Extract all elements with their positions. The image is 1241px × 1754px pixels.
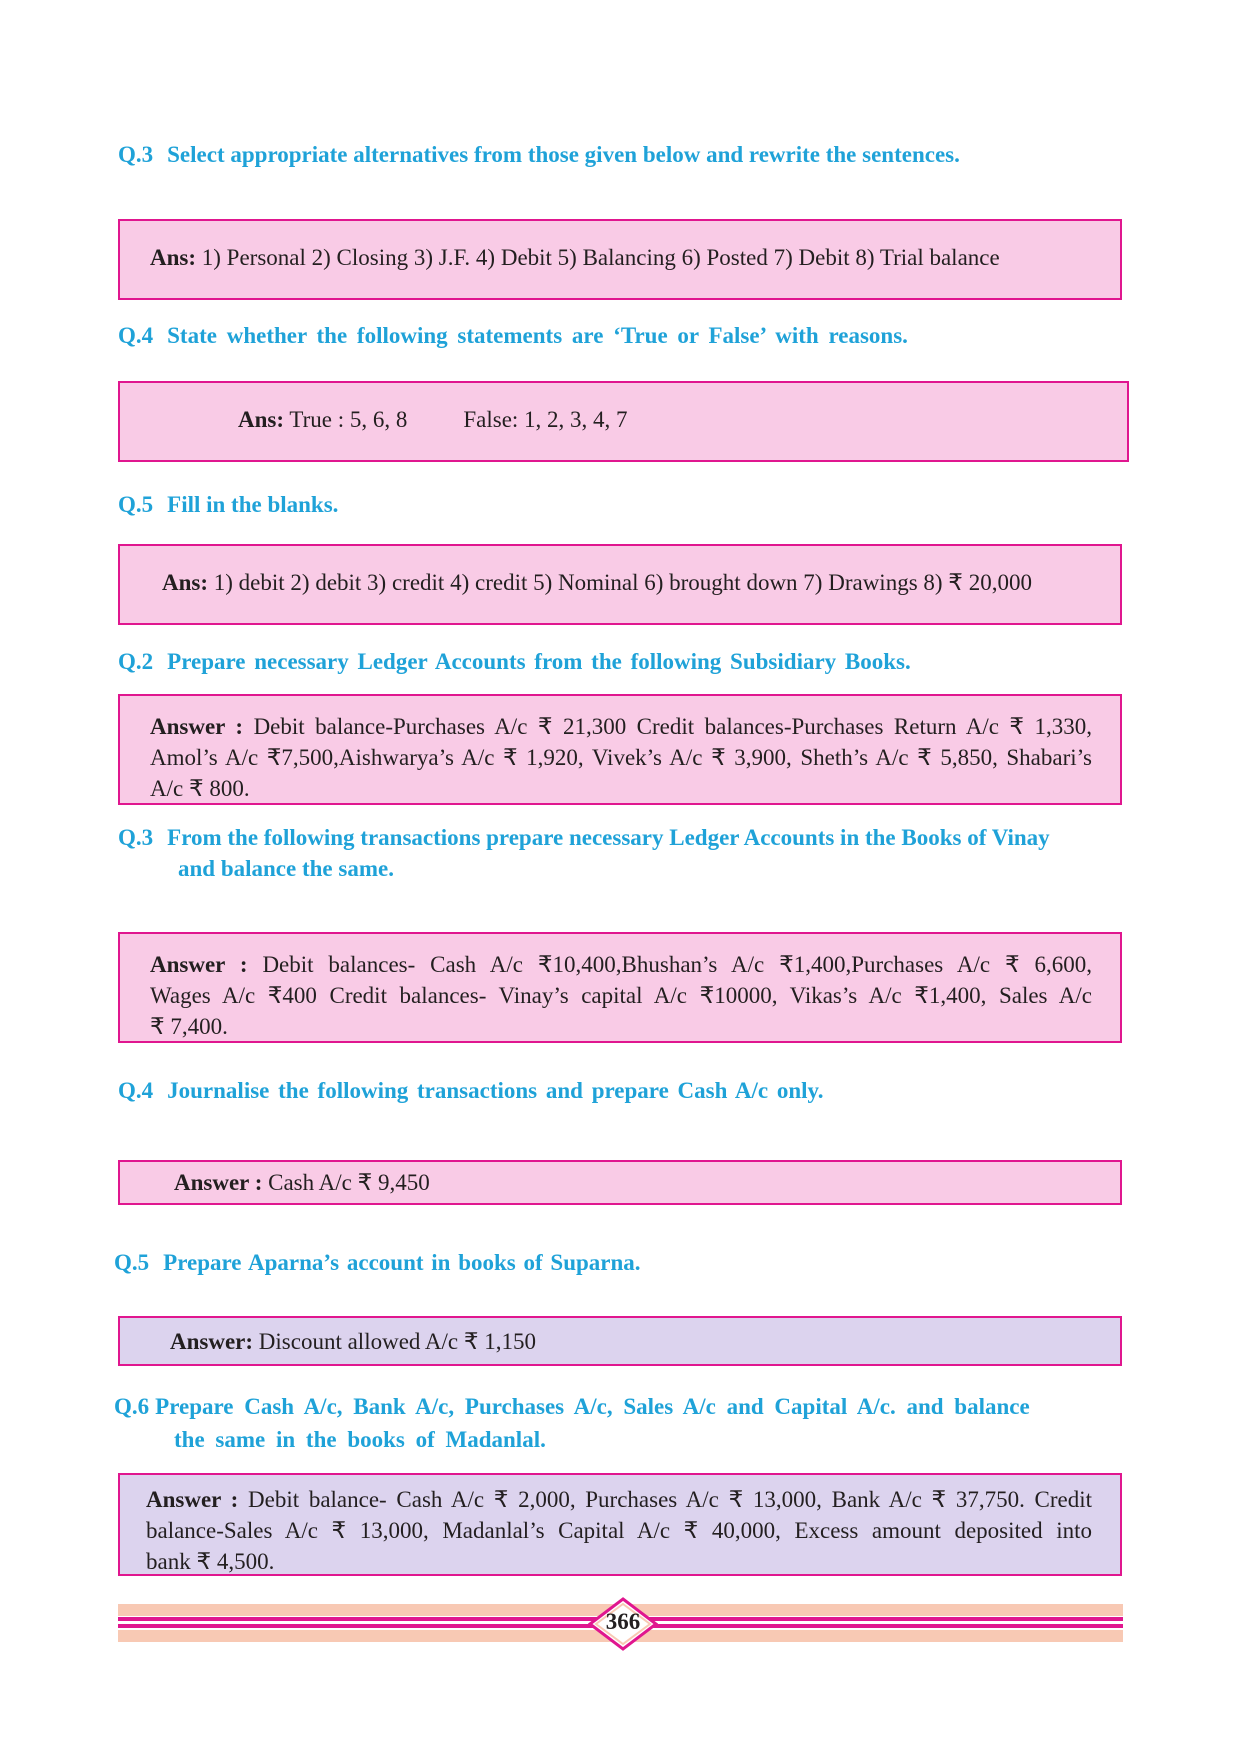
answer-text: Cash A/c ₹ 9,450 [268, 1170, 430, 1195]
answer-box [118, 1473, 1122, 1576]
question-text: Prepare Aparna’s account in books of Suparna. [163, 1250, 641, 1275]
answer-line: Wages A/c ₹400 Credit balances- Vinay’s capital A/c ₹10000, Vikas’s A/c ₹1,400, Sales A/c [150, 983, 1092, 1008]
answer-label: Answer : [150, 714, 244, 739]
question-number: Q.5 [118, 492, 154, 517]
answer-label: Answer : [150, 952, 248, 977]
answer-box [118, 1160, 1122, 1205]
answer-text: Discount allowed A/c ₹ 1,150 [258, 1329, 536, 1354]
question-number: Q.3 [118, 825, 154, 850]
question-text: Prepare necessary Ledger Accounts from the following Subsidiary Books. [167, 649, 911, 674]
answer-line: A/c ₹ 800. [150, 776, 250, 801]
answer-text: 1) Personal 2) Closing 3) J.F. 4) Debit 5) Balancing 6) Posted 7) Debit 8) Trial balance [201, 245, 1000, 270]
answer-line: Debit balances- Cash A/c ₹10,400,Bhushan’s A/c ₹1,400,Purchases A/c ₹ 6,600, [262, 952, 1092, 977]
answer-line: Amol’s A/c ₹7,500,Aishwarya’s A/c ₹ 1,920, Vivek’s A/c ₹ 3,900, Sheth’s A/c ₹ 5,850, Shabari’s [150, 745, 1092, 770]
question-heading [118, 646, 911, 677]
answer-line: balance-Sales A/c ₹ 13,000, Madanlal’s Capital A/c ₹ 40,000, Excess amount deposited into [146, 1518, 1092, 1543]
page-number-badge [588, 1597, 658, 1651]
question-heading [118, 139, 960, 170]
question-text: From the following transactions prepare necessary Ledger Accounts in the Books of Vinay [167, 825, 1050, 850]
question-heading [118, 1075, 824, 1106]
question-number: Q.5 [114, 1250, 150, 1275]
question-heading [114, 1247, 641, 1278]
question-number: Q.4 [118, 323, 154, 348]
question-text: State whether the following statements are ‘True or False’ with reasons. [167, 323, 908, 348]
answer-box [118, 219, 1122, 300]
answer-label: Answer : [174, 1170, 263, 1195]
answer-box [118, 381, 1129, 462]
answer-text: 1) debit 2) debit 3) credit 4) credit 5) Nominal 6) brought down 7) Drawings 8) ₹ 20,000 [213, 570, 1032, 595]
question-text: Prepare Cash A/c, Bank A/c, Purchases A/c, Sales A/c and Capital A/c. and balance [155, 1394, 1030, 1419]
question-text: Select appropriate alternatives from those given below and rewrite the sentences. [167, 142, 960, 167]
answer-box [118, 544, 1122, 625]
question-heading-continued: the same in the books of Madanlal. [174, 1427, 546, 1452]
question-heading-continued: and balance the same. [178, 856, 394, 881]
question-text: Fill in the blanks. [167, 492, 339, 517]
answer-box [118, 694, 1122, 805]
question-heading [118, 489, 338, 520]
answer-label: Answer: [170, 1329, 254, 1354]
question-heading [118, 822, 1050, 853]
question-heading [114, 1391, 1030, 1422]
question-number: Q.6 [114, 1394, 150, 1419]
answer-line: ₹ 7,400. [150, 1014, 228, 1039]
answer-box [118, 932, 1122, 1043]
answer-line: Debit balance- Cash A/c ₹ 2,000, Purchases A/c ₹ 13,000, Bank A/c ₹ 37,750. Credit [248, 1487, 1093, 1512]
question-number: Q.4 [118, 1078, 154, 1103]
answer-label: Ans: [238, 407, 285, 432]
answer-label: Ans: [162, 570, 209, 595]
page-number: 366 [605, 1609, 641, 1634]
answer-label: Ans: [150, 245, 197, 270]
answer-label: Answer : [146, 1487, 239, 1512]
question-heading [118, 320, 908, 351]
answer-text: True : 5, 6, 8 [289, 407, 408, 432]
question-number: Q.2 [118, 649, 154, 674]
answer-box [118, 1316, 1122, 1366]
answer-line: Debit balance-Purchases A/c ₹ 21,300 Credit balances-Purchases Return A/c ₹ 1,330, [253, 714, 1092, 739]
answer-text-false: False: 1, 2, 3, 4, 7 [463, 407, 628, 432]
question-number: Q.3 [118, 142, 154, 167]
question-text: Journalise the following transactions and prepare Cash A/c only. [167, 1078, 824, 1103]
answer-line: bank ₹ 4,500. [146, 1549, 275, 1574]
